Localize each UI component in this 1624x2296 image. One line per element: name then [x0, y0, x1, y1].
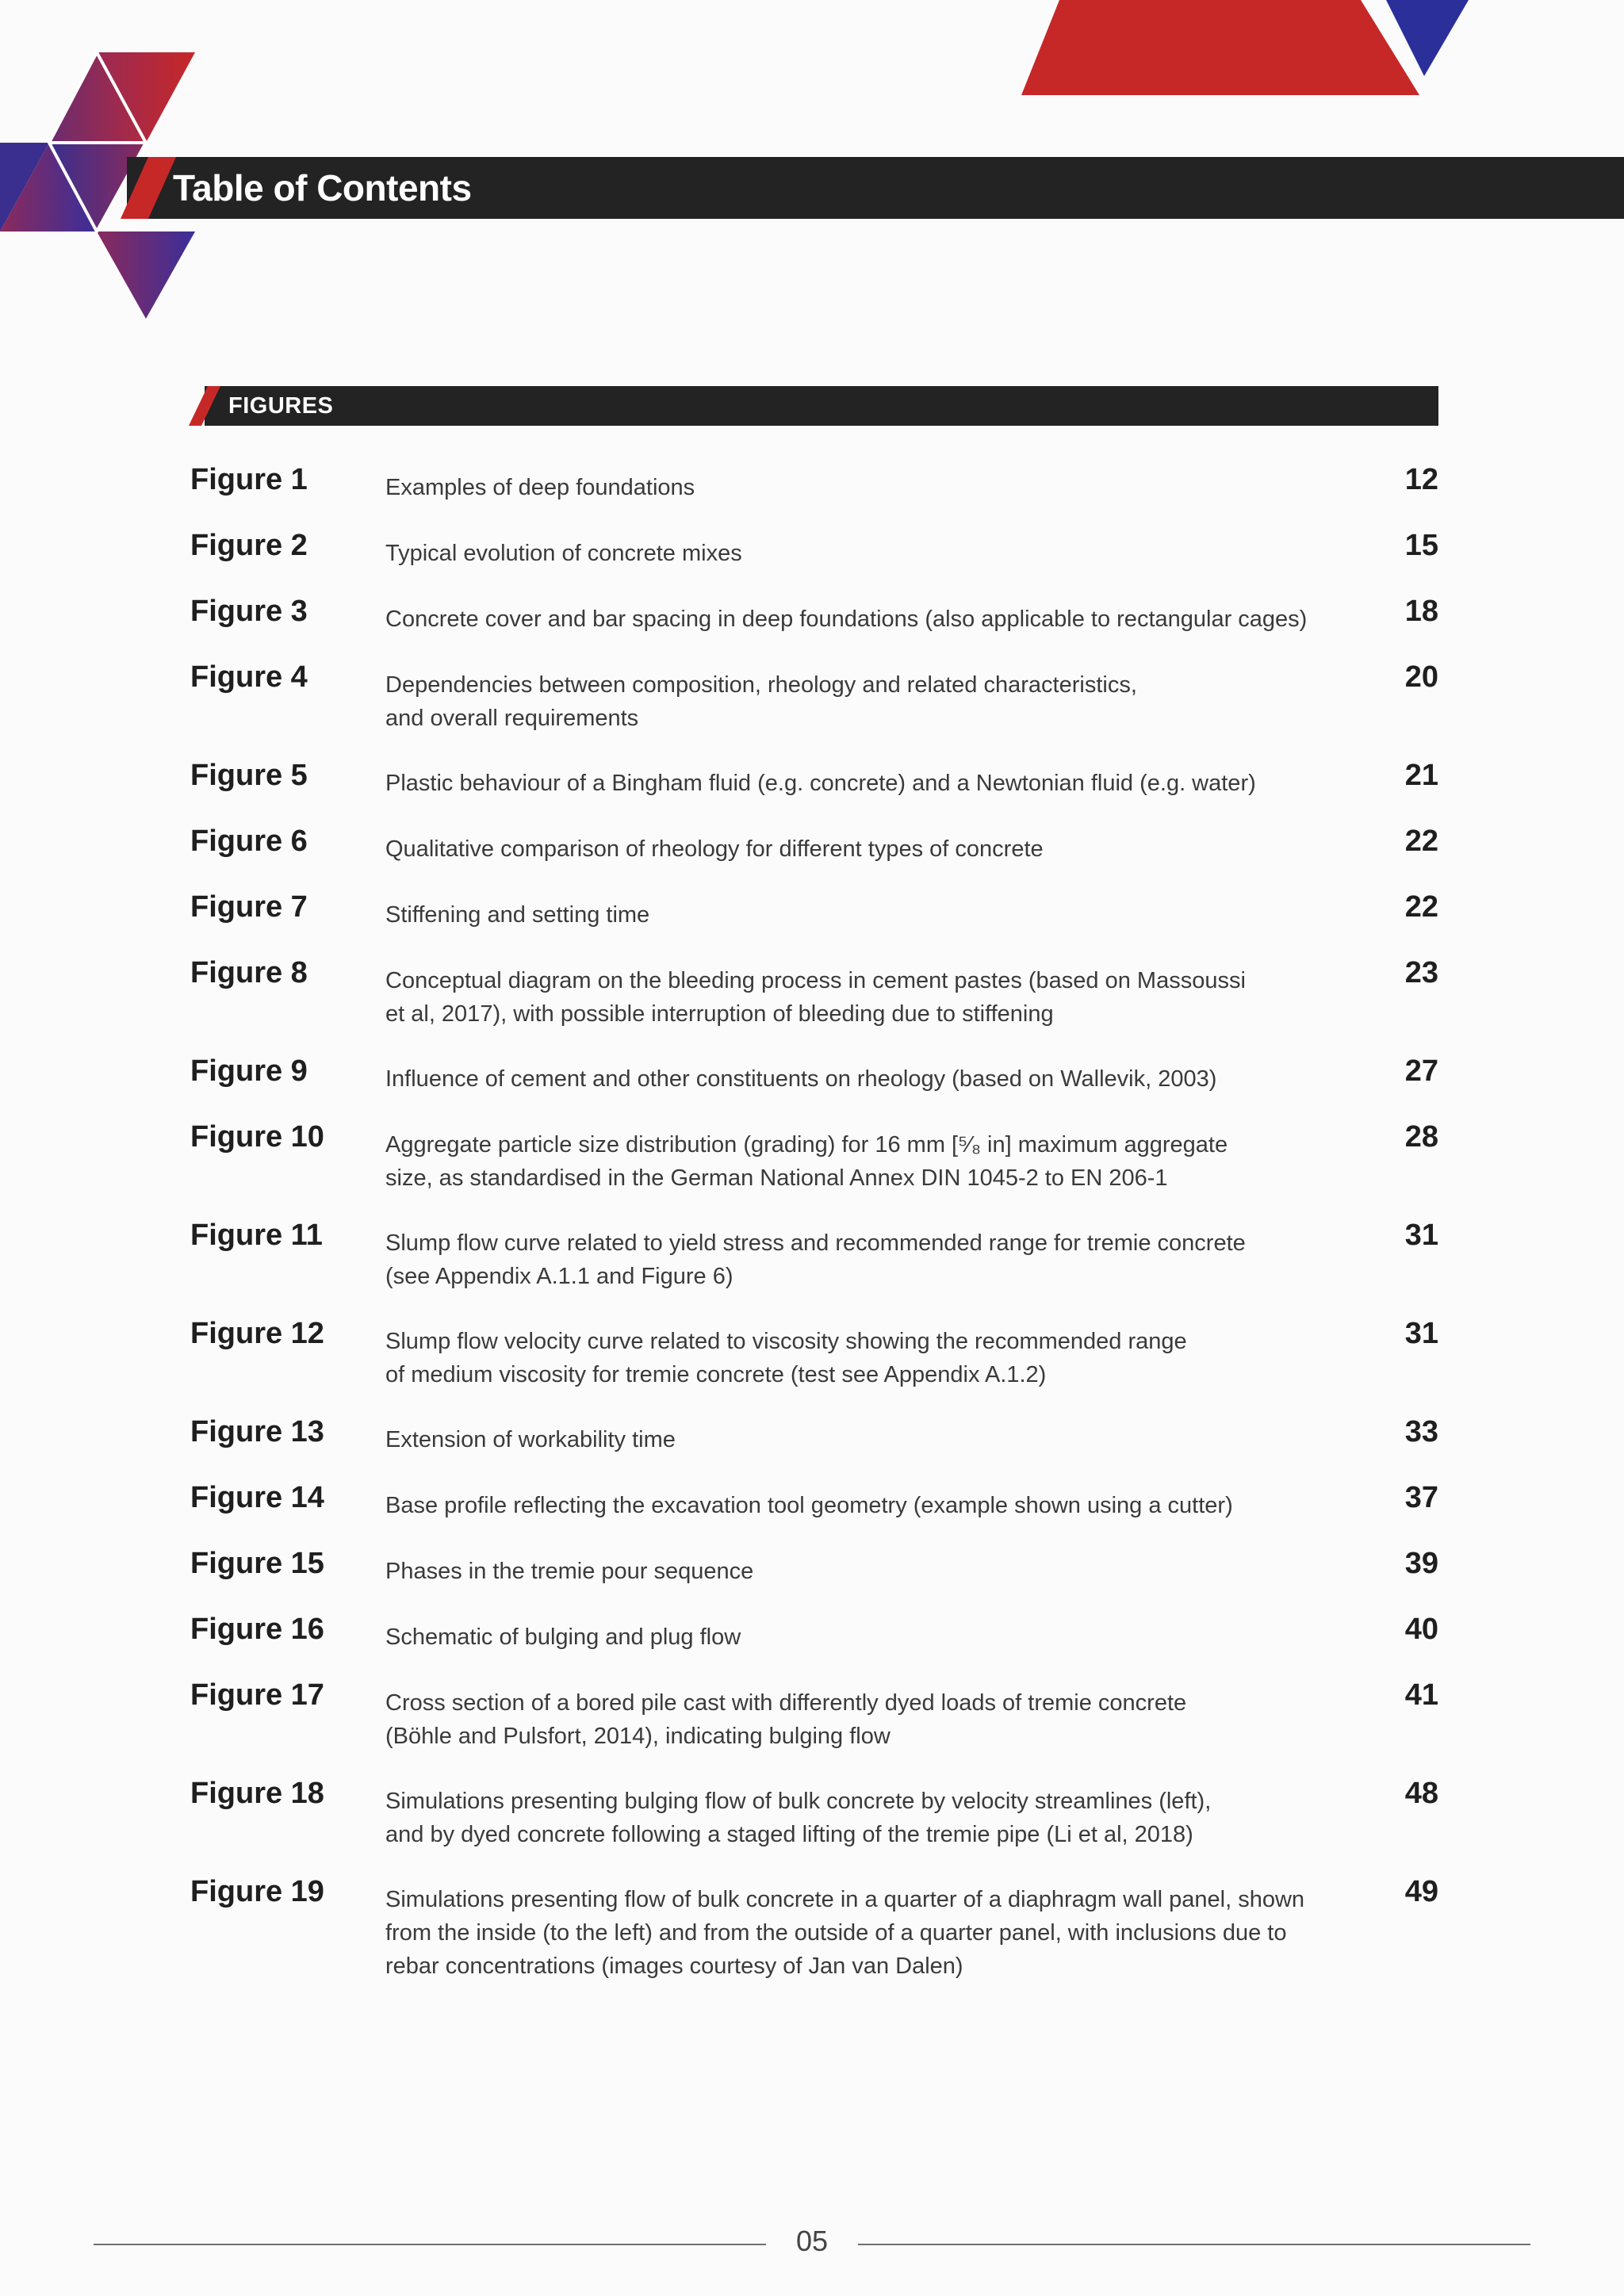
page-number: 31	[1404, 1219, 1438, 1252]
caption-line: Qualitative comparison of rheology for different types of concrete	[385, 836, 1044, 862]
caption-line: Phases in the tremie pour sequence	[385, 1559, 754, 1584]
page-number: 40	[1404, 1613, 1438, 1646]
page-number: 37	[1404, 1481, 1438, 1514]
figure-caption	[385, 832, 1369, 866]
figure-label: Figure 7	[190, 890, 308, 924]
figure-caption	[385, 1621, 1369, 1654]
figure-label: Figure 15	[190, 1547, 324, 1580]
figure-label: Figure 2	[190, 529, 308, 562]
figure-label: Figure 3	[190, 595, 308, 628]
caption-line: and by dyed concrete following a staged lifting of the tremie pipe (Li et al, 2018)	[385, 1822, 1193, 1847]
figure-label: Figure 16	[190, 1613, 324, 1646]
page-number: 20	[1404, 660, 1438, 694]
caption-line: Plastic behaviour of a Bingham fluid (e.g. concrete) and a Newtonian fluid (e.g. water)	[385, 771, 1256, 796]
caption-line: and overall requirements	[385, 706, 639, 731]
caption-line: Influence of cement and other constituents on rheology (based on Wallevik, 2003)	[385, 1066, 1217, 1092]
page-number: 39	[1404, 1547, 1438, 1580]
caption-line: Slump flow velocity curve related to viscosity showing the recommended range	[385, 1329, 1187, 1354]
figure-caption	[385, 1325, 1369, 1391]
figure-label: Figure 12	[190, 1317, 324, 1350]
caption-line: Cross section of a bored pile cast with differently dyed loads of tremie concrete	[385, 1690, 1187, 1716]
figure-caption	[385, 471, 1369, 504]
caption-line: size, as standardised in the German National Annex DIN 1045-2 to EN 206-1	[385, 1165, 1168, 1191]
page-number-footer: 05	[795, 2225, 829, 2257]
figure-label: Figure 5	[190, 759, 308, 792]
page-number: 22	[1404, 890, 1438, 924]
caption-line: Dependencies between composition, rheology and related characteristics,	[385, 672, 1137, 698]
caption-line: Concrete cover and bar spacing in deep foundations (also applicable to rectangular cages)	[385, 607, 1308, 632]
caption-line: Simulations presenting bulging flow of bulk concrete by velocity streamlines (left),	[385, 1789, 1212, 1814]
figure-label: Figure 9	[190, 1054, 308, 1088]
page-number: 41	[1404, 1678, 1438, 1712]
caption-line: Aggregate particle size distribution (grading) for 16 mm [⁵⁄₈ in] maximum aggregate	[385, 1132, 1228, 1158]
figure-caption	[385, 1555, 1369, 1588]
page-number: 31	[1404, 1317, 1438, 1350]
caption-line: (Böhle and Pulsfort, 2014), indicating bulging flow	[385, 1724, 891, 1749]
caption-line: et al, 2017), with possible interruption of bleeding due to stiffening	[385, 1001, 1054, 1027]
page-title: Table of Contents	[173, 167, 472, 209]
page-number: 33	[1404, 1415, 1438, 1448]
figure-label: Figure 8	[190, 956, 308, 989]
figure-label: Figure 14	[190, 1481, 324, 1514]
figure-caption	[385, 1062, 1369, 1096]
caption-line: Simulations presenting flow of bulk concrete in a quarter of a diaphragm wall panel, shown	[385, 1887, 1305, 1912]
figure-caption	[385, 537, 1369, 570]
figure-caption	[385, 668, 1369, 735]
caption-line: (see Appendix A.1.1 and Figure 6)	[385, 1264, 733, 1289]
page-number: 21	[1404, 759, 1438, 792]
caption-line: rebar concentrations (images courtesy of Jan van Dalen)	[385, 1954, 963, 1979]
caption-line: Conceptual diagram on the bleeding process in cement pastes (based on Massoussi	[385, 968, 1246, 993]
caption-line: Stiffening and setting time	[385, 902, 650, 928]
figure-label: Figure 13	[190, 1415, 324, 1448]
page-number: 23	[1404, 956, 1438, 989]
section-title: FIGURES	[228, 393, 334, 419]
figure-caption	[385, 603, 1369, 636]
page-number: 27	[1404, 1054, 1438, 1088]
figure-caption	[385, 1785, 1369, 1851]
caption-line: Extension of workability time	[385, 1427, 676, 1452]
caption-line: Slump flow curve related to yield stress and recommended range for tremie concrete	[385, 1230, 1246, 1256]
caption-line: Typical evolution of concrete mixes	[385, 541, 742, 566]
page-number: 15	[1404, 529, 1438, 562]
figure-caption	[385, 898, 1369, 932]
figure-caption	[385, 1226, 1369, 1293]
page-number: 28	[1404, 1120, 1438, 1154]
caption-line: from the inside (to the left) and from the outside of a quarter panel, with inclusions due to	[385, 1920, 1287, 1946]
page-number: 22	[1404, 825, 1438, 858]
figure-label: Figure 10	[190, 1120, 324, 1154]
caption-line: Schematic of bulging and plug flow	[385, 1624, 741, 1650]
caption-line: Examples of deep foundations	[385, 475, 695, 500]
figure-label: Figure 18	[190, 1777, 324, 1810]
figure-caption	[385, 964, 1369, 1031]
figure-caption	[385, 1883, 1369, 1983]
top-right-triangles	[1021, 0, 1469, 95]
caption-line: of medium viscosity for tremie concrete (test see Appendix A.1.2)	[385, 1362, 1047, 1387]
figure-caption	[385, 1423, 1369, 1456]
page-number: 49	[1404, 1875, 1438, 1908]
figure-label: Figure 17	[190, 1678, 324, 1712]
figure-caption	[385, 767, 1369, 800]
section-heading-background	[205, 386, 1438, 426]
figure-caption	[385, 1128, 1369, 1195]
figure-label: Figure 6	[190, 825, 308, 858]
page-number: 12	[1404, 463, 1438, 496]
figure-label: Figure 1	[190, 463, 308, 496]
figure-label: Figure 4	[190, 660, 308, 694]
figure-caption	[385, 1489, 1369, 1522]
figure-caption	[385, 1686, 1369, 1753]
page-number: 18	[1404, 595, 1438, 628]
page-number: 48	[1404, 1777, 1438, 1810]
figure-label: Figure 19	[190, 1875, 324, 1908]
caption-line: Base profile reflecting the excavation tool geometry (example shown using a cutter)	[385, 1493, 1233, 1518]
figure-label: Figure 11	[190, 1219, 323, 1252]
